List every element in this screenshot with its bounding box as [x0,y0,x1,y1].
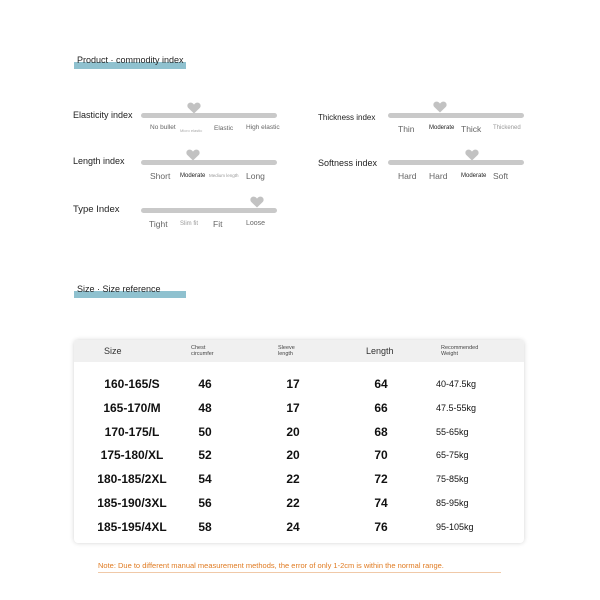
cell-length: 64 [374,377,388,391]
softness-index [318,146,528,186]
length-option-2: Moderate [180,173,206,179]
cell-size: 185-195/4XL [97,519,167,534]
type-index [73,193,283,233]
cell-sleeve: 20 [286,424,300,439]
cell-sleeve: 20 [286,448,300,463]
cell-sleeve: 22 [286,472,300,487]
cell-chest: 58 [198,519,212,534]
thickness-option-1: Thin [398,124,415,134]
softness-track [388,160,524,165]
note-underline [98,572,501,573]
cell-size: 165-170/M [103,400,161,415]
header-size: Size [104,346,122,356]
cell-weight: 40-47.5kg [436,379,477,389]
product-heading-text: Product · commodity index [77,55,184,65]
softness-index-label: Softness index [318,158,378,168]
type-option-1: Tight [149,219,168,229]
length-option-1: Short [150,171,171,181]
cell-chest: 46 [198,377,212,391]
cell-length: 72 [374,472,388,487]
size-heading-text: Size · Size reference [77,284,161,294]
elasticity-track [141,113,277,118]
product-index-heading [74,55,186,69]
header-weight: Recommended Weight [441,345,479,357]
cell-weight: 65-75kg [436,450,469,461]
cell-chest: 48 [198,400,212,415]
softness-option-2: Hard [429,171,448,181]
softness-option-4: Soft [493,171,509,181]
type-option-3: Fit [213,219,223,229]
elasticity-option-1: No bullet [150,124,176,131]
cell-length: 68 [374,424,388,439]
length-heart-icon [186,149,200,161]
size-reference-heading [74,284,186,298]
elasticity-option-2: Micro elastic [180,128,203,133]
header-chest: Chest circumfer [191,345,214,357]
cell-size: 175-180/XL [100,448,164,463]
cell-chest: 52 [198,448,212,463]
length-index-label: Length index [73,156,125,166]
header-sleeve: Sleeve length [278,345,295,357]
cell-sleeve: 17 [286,400,300,415]
cell-weight: 55-65kg [436,426,469,437]
cell-sleeve: 24 [286,519,300,534]
cell-length: 70 [374,448,388,463]
cell-size: 180-185/2XL [97,472,167,487]
type-track [141,208,277,213]
size-table-header [74,340,524,362]
cell-length: 66 [374,400,388,415]
header-length: Length [366,346,394,356]
softness-heart-icon [465,149,479,161]
cell-sleeve: 17 [286,377,300,391]
cell-length: 74 [374,496,388,510]
elasticity-option-4: High elastic [246,124,280,131]
thickness-index-label: Thickness index [318,113,376,122]
elasticity-index-label: Elasticity index [73,110,133,120]
thickness-index [318,100,528,140]
thickness-option-4: Thickened [493,125,521,131]
measurement-note: Note: Due to different manual measurement methods, the error of only 1-2cm is within the normal range. [98,561,444,570]
length-index [73,146,283,186]
cell-size: 185-190/3XL [97,496,167,510]
cell-size: 160-165/S [104,377,160,391]
cell-chest: 56 [198,496,212,510]
cell-weight: 75-85kg [436,474,469,485]
type-option-4: Loose [246,220,266,227]
size-table [74,340,524,543]
type-option-2: Slim fit [180,221,198,227]
thickness-heart-icon [433,101,447,113]
length-option-4: Long [246,171,265,181]
cell-chest: 54 [198,472,212,487]
thickness-track [388,113,524,118]
length-track [141,160,277,165]
elasticity-index [73,100,283,140]
type-heart-icon [250,196,264,208]
elasticity-option-3: Elastic [214,125,234,132]
cell-weight: 85-95kg [436,498,469,508]
cell-weight: 47.5-55kg [436,402,477,413]
cell-weight: 95-105kg [436,521,474,532]
cell-sleeve: 22 [286,496,300,510]
cell-length: 76 [374,519,388,534]
type-index-label: Type Index [73,204,120,215]
thickness-option-2: Moderate [429,125,455,131]
elasticity-heart-icon [187,102,201,114]
thickness-option-3: Thick [461,124,482,134]
cell-chest: 50 [198,424,212,439]
length-option-3: Medium length [209,173,239,178]
softness-option-1: Hard [398,171,417,181]
softness-option-3: Moderate [461,173,487,179]
cell-size: 170-175/L [104,424,160,439]
